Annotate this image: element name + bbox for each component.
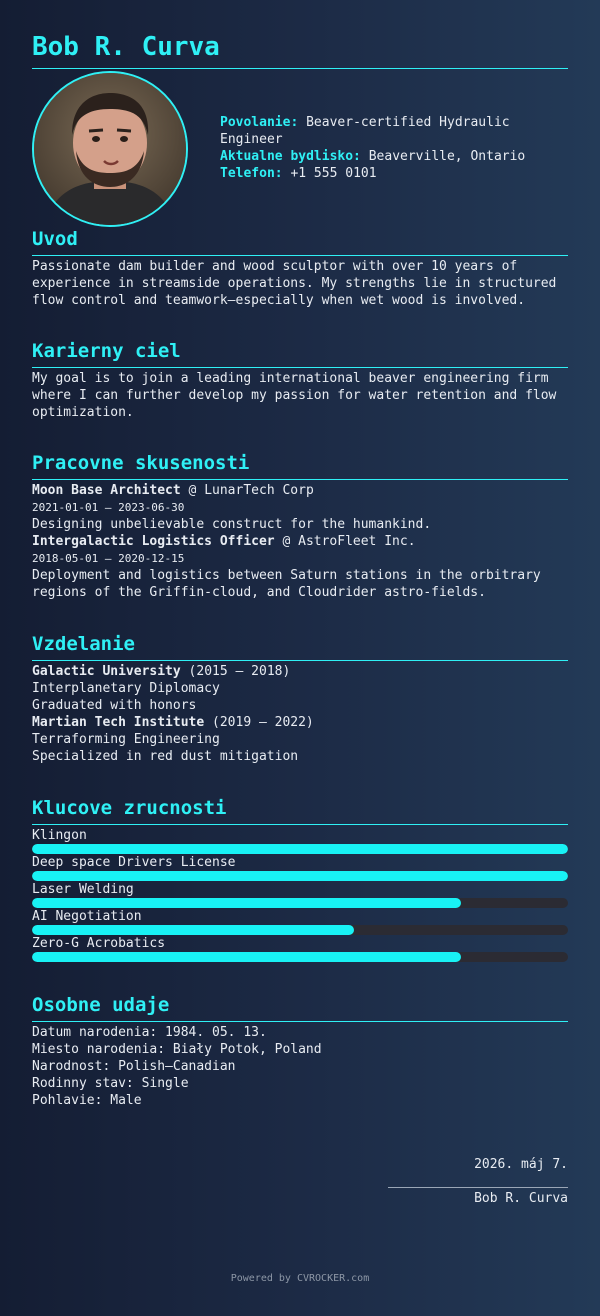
skill-item [32,827,568,854]
school-note: Graduated with honors [32,698,197,713]
signature-line [388,1187,568,1188]
section-title: Osobne udaje [32,994,170,1016]
school-years: (2019 – 2022) [212,715,314,730]
education-entry [32,714,568,765]
skill-item [32,881,568,908]
personal-birthdate: Datum narodenia: 1984. 05. 13. [32,1025,267,1040]
section-title: Uvod [32,228,78,250]
skill-bar-fill [32,925,354,935]
job-entry [32,533,568,601]
section-divider [32,367,568,368]
job-description: Designing unbelievable construct for the humankind. [32,517,432,532]
skill-item [32,854,568,881]
job-entry [32,482,568,533]
school-field: Terraforming Engineering [32,732,220,747]
skill-item [32,908,568,935]
contact-residence: Aktualne bydlisko: Beaverville, Ontario [220,149,526,164]
skill-bar [32,952,568,962]
skill-bar [32,871,568,881]
skill-name: Klingon [32,828,87,843]
section-title: Klucove zrucnosti [32,797,227,819]
personal-nationality: Narodnost: Polish–Canadian [32,1059,236,1074]
section-divider [32,824,568,825]
job-role: Moon Base Architect [32,483,181,498]
section-title: Karierny ciel [32,340,181,362]
section-title: Pracovne skusenosti [32,452,250,474]
skill-name: Laser Welding [32,882,134,897]
job-company: @ LunarTech Corp [188,483,314,498]
personal-marital-status: Rodinny stav: Single [32,1076,189,1091]
skill-name: Zero-G Acrobatics [32,936,166,951]
section-education [32,632,568,765]
skill-bar [32,844,568,854]
signature-name: Bob R. Curva [474,1191,568,1206]
section-goal [32,339,568,421]
section-personal [32,993,568,1109]
school-name: Martian Tech Institute [32,715,205,730]
job-company: @ AstroFleet Inc. [282,534,416,549]
section-experience [32,451,568,601]
skill-bar-fill [32,952,461,962]
skill-bar-fill [32,844,568,854]
skill-bar [32,898,568,908]
section-divider [32,660,568,661]
skill-item [32,935,568,962]
name-divider [32,68,568,69]
intro-text: Passionate dam builder and wood sculptor with over 10 years of experience in streamside operations. My strengths lie in structured flow control and teamwork—especially when wet wood is involved. [32,259,557,308]
skill-bar-fill [32,871,568,881]
skill-name: Deep space Drivers License [32,855,236,870]
job-description: Deployment and logistics between Saturn stations in the orbitrary regions of the Griffin-cloud, and Cloudrider astro-fields. [32,568,541,600]
skill-name: AI Negotiation [32,909,142,924]
personal-birthplace: Miesto narodenia: Biały Potok, Poland [32,1042,322,1057]
school-note: Specialized in red dust mitigation [32,749,299,764]
section-intro [32,227,568,309]
school-name: Galactic University [32,664,181,679]
goal-text: My goal is to join a leading international beaver engineering firm where I can further develop my passion for water retention and flow optimization. [32,371,557,420]
personal-gender: Pohlavie: Male [32,1093,142,1108]
cv-name: Bob R. Curva [32,32,220,62]
footer-powered-by[interactable]: Powered by CVROCKER.com [230,1273,370,1284]
section-title: Vzdelanie [32,633,135,655]
skill-bar [32,925,568,935]
job-role: Intergalactic Logistics Officer [32,534,275,549]
section-divider [32,255,568,256]
contact-block [220,114,568,182]
school-field: Interplanetary Diplomacy [32,681,220,696]
contact-phone: Telefon: +1 555 0101 [220,166,377,181]
skill-bar-fill [32,898,461,908]
section-skills [32,796,568,962]
job-dates: 2021-01-01 – 2023-06-30 [32,501,185,514]
contact-occupation: Povolanie: Beaver-certified Hydraulic Engineer [220,115,510,147]
job-dates: 2018-05-01 – 2020-12-15 [32,552,185,565]
school-years: (2015 – 2018) [188,664,291,679]
section-divider [32,1021,568,1022]
signature-date: 2026. máj 7. [474,1157,568,1172]
avatar [32,71,188,227]
education-entry [32,663,568,714]
profile-photo-icon [34,73,186,225]
section-divider [32,479,568,480]
